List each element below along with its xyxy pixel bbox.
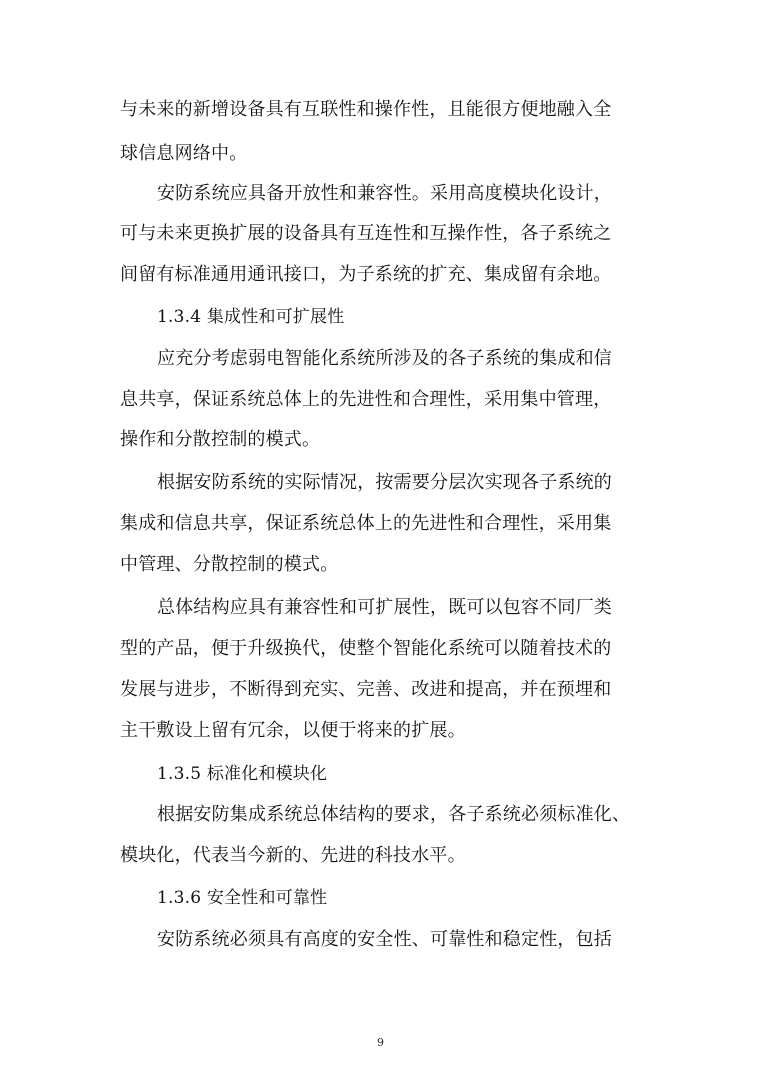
paragraph-expandability-line-3: 发展与进步，不断得到充实、完善、改进和提高，并在预埋和 — [120, 679, 612, 700]
section-heading-1-3-4: 1.3.4 集成性和可扩展性 — [157, 307, 345, 327]
paragraph-security-integration-line-1: 根据安防系统的实际情况，按需要分层次实现各子系统的 — [157, 472, 612, 493]
paragraph-integration-line-3: 操作和分散控制的模式。 — [120, 429, 321, 450]
paragraph-openness-line-1: 安防系统应具备开放性和兼容性。采用高度模块化设计， — [157, 183, 612, 204]
paragraph-security-integration-line-3: 中管理、分散控制的模式。 — [120, 554, 339, 575]
page-number: 9 — [377, 1036, 384, 1049]
paragraph-expandability-line-2: 型的产品，便于升级换代，使整个智能化系统可以随着技术的 — [120, 638, 612, 659]
paragraph-openness-line-3: 间留有标准通用通讯接口，为子系统的扩充、集成留有余地。 — [120, 264, 612, 285]
paragraph-openness-line-2: 可与未来更换扩展的设备具有互连性和互操作性，各子系统之 — [120, 223, 612, 244]
section-heading-1-3-5: 1.3.5 标准化和模块化 — [157, 764, 328, 784]
paragraph-integration-line-1: 应充分考虑弱电智能化系统所涉及的各子系统的集成和信 — [157, 348, 612, 369]
paragraph-security-integration-line-2: 集成和信息共享，保证系统总体上的先进性和合理性，采用集 — [120, 513, 612, 534]
paragraph-standardization-line-1: 根据安防集成系统总体结构的要求，各子系统必须标准化、 — [157, 804, 631, 825]
paragraph-safety-line-1: 安防系统必须具有高度的安全性、可靠性和稳定性，包括 — [157, 929, 612, 950]
paragraph-standardization-line-2: 模块化，代表当今新的、先进的科技水平。 — [120, 845, 466, 866]
section-heading-1-3-6: 1.3.6 安全性和可靠性 — [157, 888, 328, 908]
body-line-2: 球信息网络中。 — [120, 143, 248, 164]
paragraph-integration-line-2: 息共享，保证系统总体上的先进性和合理性，采用集中管理， — [120, 389, 612, 410]
paragraph-expandability-line-1: 总体结构应具有兼容性和可扩展性，既可以包容不同厂类 — [157, 597, 612, 618]
paragraph-expandability-line-4: 主干敷设上留有冗余，以便于将来的扩展。 — [120, 720, 466, 741]
body-line-1: 与未来的新增设备具有互联性和操作性，且能很方便地融入全 — [120, 99, 612, 120]
